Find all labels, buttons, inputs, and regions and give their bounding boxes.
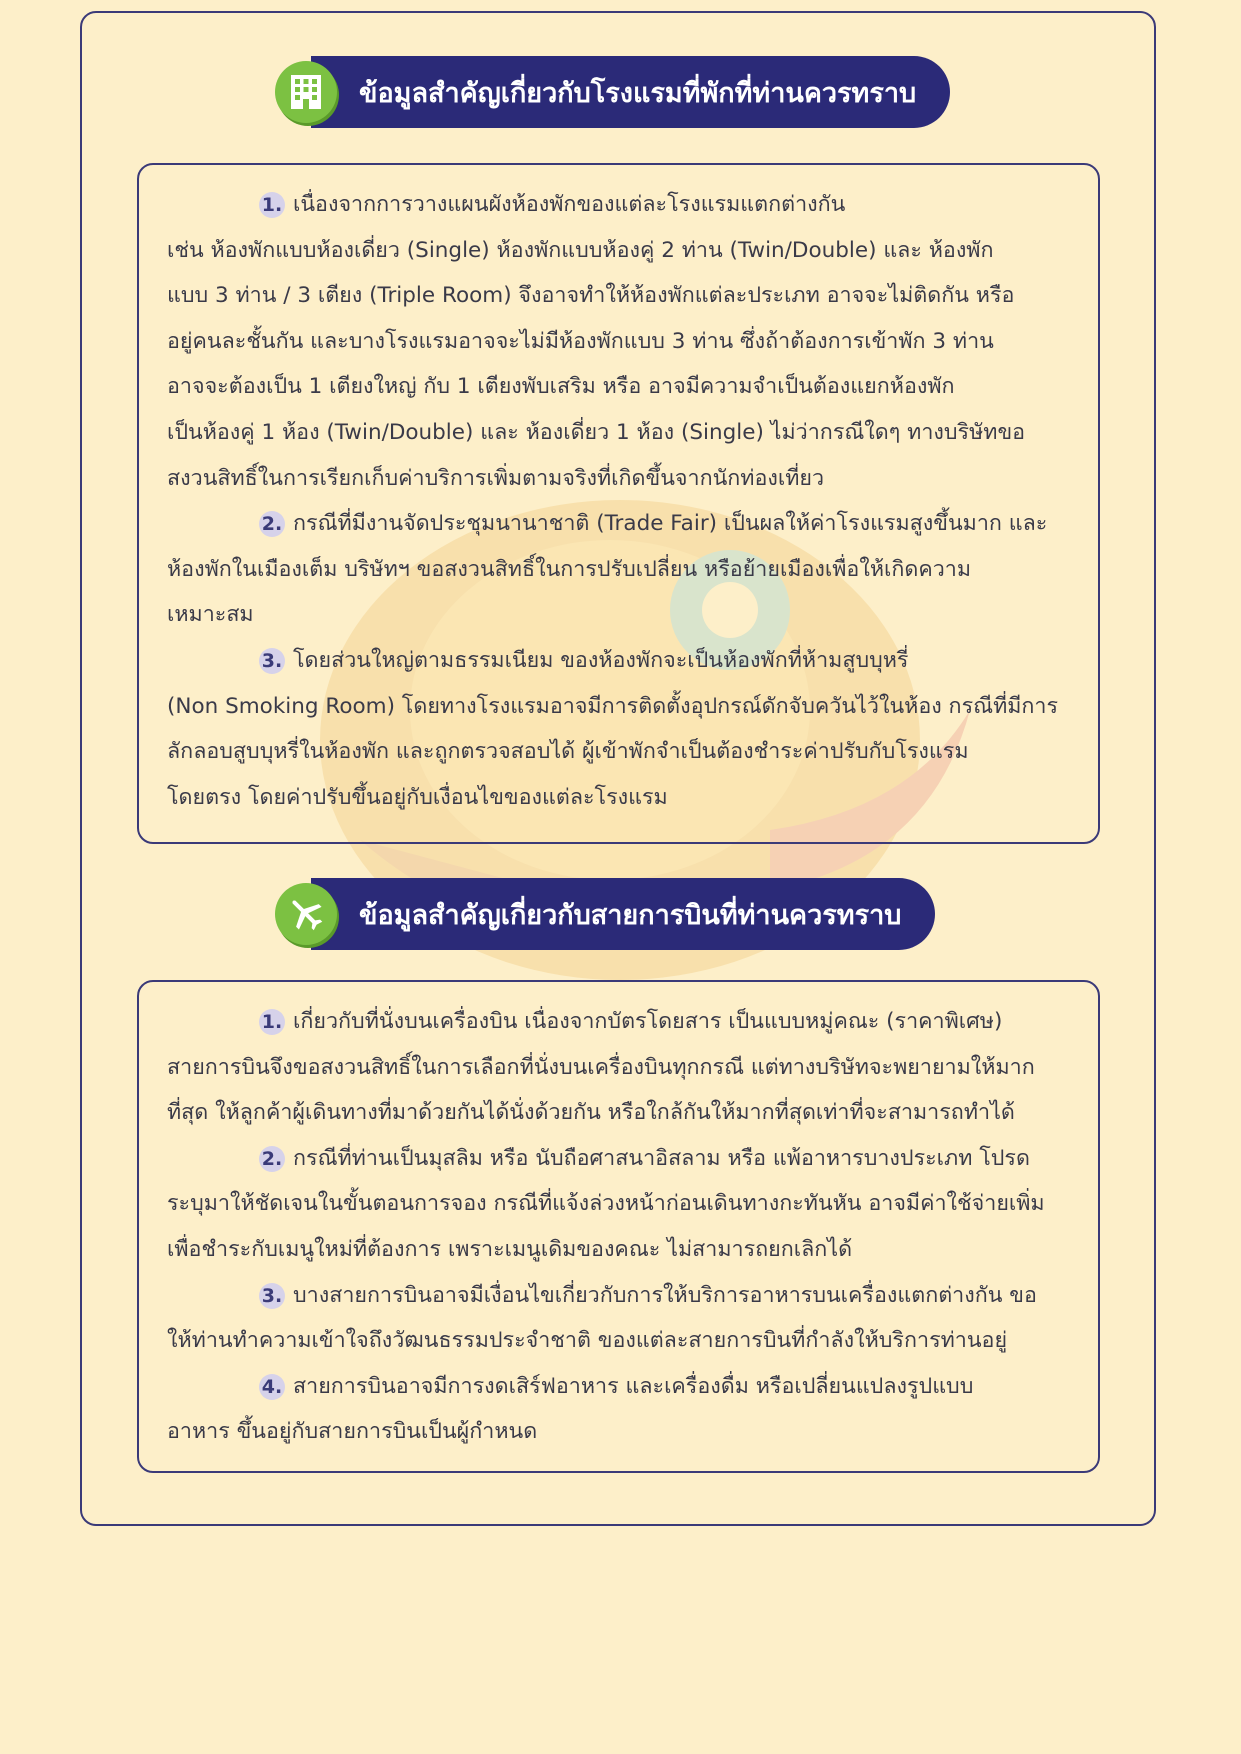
airline-item-2-first-line: 2. กรณีที่ท่านเป็นมุสลิม หรือ นับถือศาสนาอิสลาม หรือ แพ้อาหารบางประเภท โปรด — [167, 1136, 1070, 1182]
item-number-badge: 3. — [259, 648, 285, 674]
hotel-item-1-first-line: 1. เนื่องจากการวางแผนผังห้องพักของแต่ละโรงแรมแตกต่างกัน — [167, 182, 1070, 228]
airline-item-2-line: ระบุมาให้ชัดเจนในขั้นตอนการจอง กรณีที่แจ้งล่วงหน้าก่อนเดินทางกะทันหัน อาจมีค่าใช้จ่ายเพิ่ม — [167, 1191, 1045, 1217]
hotel-item-1-line: เป็นห้องคู่ 1 ห้อง (Twin/Double) และ ห้องเดี่ยว 1 ห้อง (Single) ไม่ว่ากรณีใดๆ ทางบริษัทขอ — [167, 419, 1026, 445]
hotel-building-icon — [275, 61, 337, 123]
hotel-item-2-first-line: 2. กรณีที่มีงานจัดประชุมนานาชาติ (Trade Fair) เป็นผลให้ค่าโรงแรมสูงขึ้นมาก และ — [167, 501, 1070, 547]
item-number-badge: 4. — [259, 1374, 285, 1400]
hotel-item-1-line: อาจจะต้องเป็น 1 เตียงใหญ่ กับ 1 เตียงพับเสริม หรือ อาจมีความจำเป็นต้องแยกห้องพัก — [167, 374, 955, 400]
hotel-item-3-line: ลักลอบสูบบุหรี่ในห้องพัก และถูกตรวจสอบได้ ผู้เข้าพักจำเป็นต้องชำระค่าปรับกับโรงแรม — [167, 739, 969, 765]
item-number-badge: 1. — [259, 192, 285, 218]
hotel-item-3-line: (Non Smoking Room) โดยทางโรงแรมอาจมีการติดตั้งอุปกรณ์ดักจับควันไว้ในห้อง กรณีที่มีการ — [167, 693, 1059, 719]
airline-item-4-line: อาหาร ขึ้นอยู่กับสายการบินเป็นผู้กำหนด — [167, 1419, 538, 1445]
item-number-badge: 2. — [259, 1146, 285, 1172]
hotel-item-3-line: โดยตรง โดยค่าปรับขึ้นอยู่กับเงื่อนไขของแต่ละโรงแรม — [167, 784, 668, 810]
item-number-badge: 1. — [259, 1009, 285, 1035]
airline-item-3-line: ให้ท่านทำความเข้าใจถึงวัฒนธรรมประจำชาติ ของแต่ละสายการบินที่กำลังให้บริการท่านอยู่ — [167, 1328, 1008, 1354]
airline-item-2-line: เพื่อชำระกับเมนูใหม่ที่ต้องการ เพราะเมนูเดิมของคณะ ไม่สามารถยกเลิกได้ — [167, 1236, 853, 1262]
airline-item-1-line: สายการบินจึงขอสงวนสิทธิ์ในการเลือกที่นั่งบนเครื่องบินทุกกรณี แต่ทางบริษัทจะพยายามให้มาก — [167, 1054, 1035, 1080]
airline-item-3-first-line: 3. บางสายการบินอาจมีเงื่อนไขเกี่ยวกับการให้บริการอาหารบนเครื่องแตกต่างกัน ขอ — [167, 1273, 1070, 1319]
airplane-icon — [275, 883, 337, 945]
hotel-section-header — [275, 56, 950, 128]
hotel-section-title: ข้อมูลสำคัญเกี่ยวกับโรงแรมที่พักที่ท่านควรทราบ — [311, 56, 950, 128]
airline-section-title: ข้อมูลสำคัญเกี่ยวกับสายการบินที่ท่านควรทราบ — [311, 878, 935, 950]
hotel-item-1-line: สงวนสิทธิ์ในการเรียกเก็บค่าบริการเพิ่มตามจริงที่เกิดขึ้นจากนักท่องเที่ยว — [167, 465, 825, 491]
airline-info-box — [137, 980, 1100, 1473]
hotel-item-1-line: เช่น ห้องพักแบบห้องเดี่ยว (Single) ห้องพักแบบห้องคู่ 2 ท่าน (Twin/Double) และ ห้องพัก — [167, 237, 994, 263]
airline-section-header — [275, 878, 935, 950]
hotel-item-2-line: ห้องพักในเมืองเต็ม บริษัทฯ ขอสงวนสิทธิ์ในการปรับเปลี่ยน หรือย้ายเมืองเพื่อให้เกิดความ — [167, 556, 972, 582]
hotel-item-1-line: แบบ 3 ท่าน / 3 เตียง (Triple Room) จึงอาจทำให้ห้องพักแต่ละประเภท อาจจะไม่ติดกัน หรือ — [167, 283, 1015, 309]
item-number-badge: 3. — [259, 1283, 285, 1309]
hotel-info-box — [137, 163, 1100, 844]
airline-item-1-line: ที่สุด ให้ลูกค้าผู้เดินทางที่มาด้วยกันได้นั่งด้วยกัน หรือใกล้กันให้มากที่สุดเท่าที่จะสามารถทำได้ — [167, 1100, 1015, 1126]
item-number-badge: 2. — [259, 511, 285, 537]
hotel-item-1-line: อยู่คนละชั้นกัน และบางโรงแรมอาจจะไม่มีห้องพักแบบ 3 ท่าน ซึ่งถ้าต้องการเข้าพัก 3 ท่าน — [167, 328, 994, 354]
airline-item-1-first-line: 1. เกี่ยวกับที่นั่งบนเครื่องบิน เนื่องจากบัตรโดยสาร เป็นแบบหมู่คณะ (ราคาพิเศษ) — [167, 999, 1070, 1045]
hotel-item-2-line: เหมาะสม — [167, 602, 254, 628]
hotel-item-3-first-line: 3. โดยส่วนใหญ่ตามธรรมเนียม ของห้องพักจะเป็นห้องพักที่ห้ามสูบบุหรี่ — [167, 638, 1070, 684]
airline-item-4-first-line: 4. สายการบินอาจมีการงดเสิร์ฟอาหาร และเครื่องดื่ม หรือเปลี่ยนแปลงรูปแบบ — [167, 1364, 1070, 1410]
